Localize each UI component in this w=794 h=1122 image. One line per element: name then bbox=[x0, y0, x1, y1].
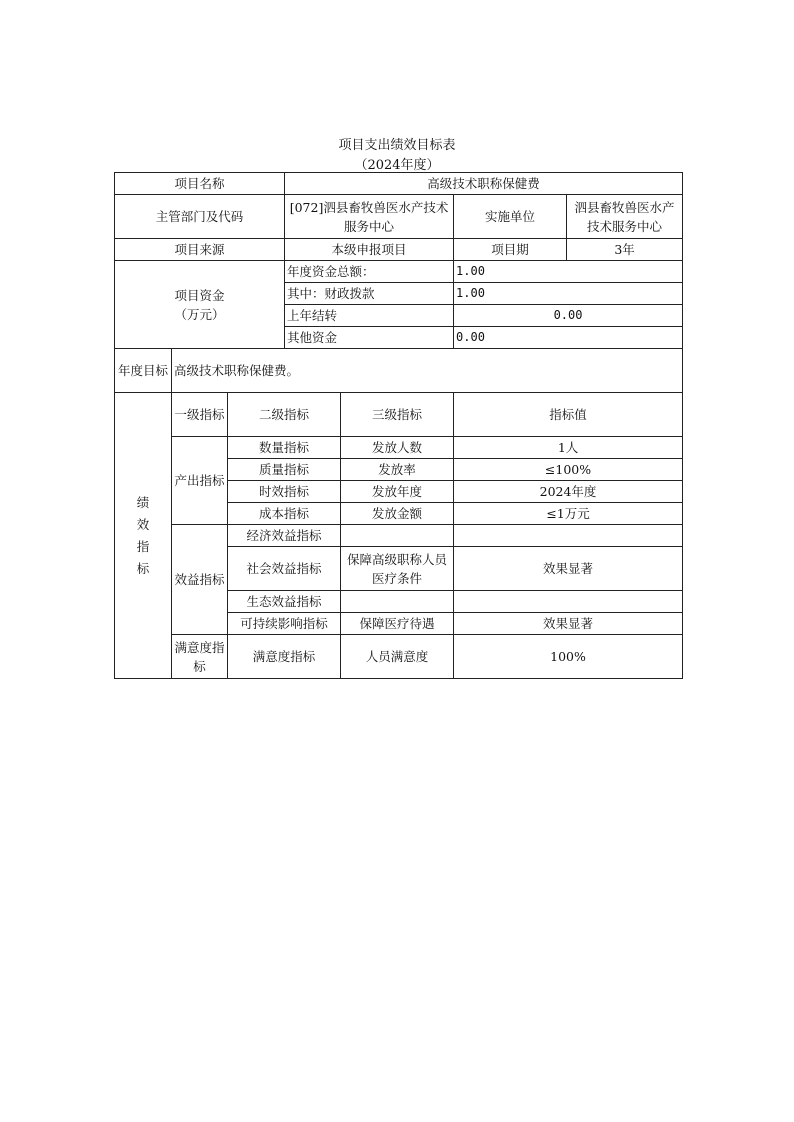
project-name-value: 高级技术职称保健费 bbox=[285, 173, 683, 195]
annual-goal-text: 高级技术职称保健费。 bbox=[172, 349, 683, 393]
indicator-value bbox=[454, 525, 683, 547]
indicator-level2: 满意度指标 bbox=[228, 635, 341, 679]
indicator-level2: 成本指标 bbox=[228, 503, 341, 525]
fund-fiscal-label: 其中：财政拨款 bbox=[285, 283, 454, 305]
indicator-level3 bbox=[341, 525, 454, 547]
indicator-level3: 发放年度 bbox=[341, 481, 454, 503]
indicators-label-char: 绩 bbox=[136, 494, 150, 510]
satisfaction-indicator-label: 满意度指标 bbox=[172, 635, 228, 679]
department-value: [072]泗县畜牧兽医水产技术服务中心 bbox=[285, 195, 454, 239]
indicator-row bbox=[115, 635, 683, 679]
project-source-label: 项目来源 bbox=[115, 239, 285, 261]
indicator-header-row bbox=[115, 393, 683, 437]
output-indicator-label: 产出指标 bbox=[172, 437, 228, 525]
funds-label bbox=[115, 261, 285, 349]
project-period-label: 项目期 bbox=[454, 239, 567, 261]
indicator-value bbox=[454, 591, 683, 613]
benefit-indicator-label: 效益指标 bbox=[172, 525, 228, 635]
indicator-level3: 人员满意度 bbox=[341, 635, 454, 679]
header-level2: 二级指标 bbox=[228, 393, 341, 437]
project-period-value: 3年 bbox=[567, 239, 683, 261]
indicator-value: ≤1万元 bbox=[454, 503, 683, 525]
department-row bbox=[115, 195, 683, 239]
header-level1: 一级指标 bbox=[172, 393, 228, 437]
project-source-value: 本级申报项目 bbox=[285, 239, 454, 261]
indicator-level2: 可持续影响指标 bbox=[228, 613, 341, 635]
fund-fiscal-value: 1.00 bbox=[454, 283, 683, 305]
indicator-level3: 发放人数 bbox=[341, 437, 454, 459]
indicator-value: ≤100% bbox=[454, 459, 683, 481]
indicator-level3: 保障高级职称人员医疗条件 bbox=[341, 547, 454, 591]
indicators-label-char: 效 bbox=[136, 516, 150, 532]
indicator-level3 bbox=[341, 591, 454, 613]
project-name-row bbox=[115, 173, 683, 195]
department-label: 主管部门及代码 bbox=[115, 195, 285, 239]
document-title: 项目支出绩效目标表 bbox=[338, 138, 456, 153]
fund-other-label: 其他资金 bbox=[285, 327, 454, 349]
source-row bbox=[115, 239, 683, 261]
fund-other-value: 0.00 bbox=[454, 327, 683, 349]
indicator-level2: 生态效益指标 bbox=[228, 591, 341, 613]
indicator-level3: 发放率 bbox=[341, 459, 454, 481]
indicator-level3: 发放金额 bbox=[341, 503, 454, 525]
indicator-level2: 时效指标 bbox=[228, 481, 341, 503]
performance-target-table bbox=[114, 172, 683, 679]
header-level3: 三级指标 bbox=[341, 393, 454, 437]
indicator-row bbox=[115, 525, 683, 547]
fund-carryover-label: 上年结转 bbox=[285, 305, 454, 327]
implementing-unit-value: 泗县畜牧兽医水产技术服务中心 bbox=[567, 195, 683, 239]
indicators-section-label bbox=[115, 393, 172, 679]
funds-row bbox=[115, 261, 683, 283]
indicator-level3: 保障医疗待遇 bbox=[341, 613, 454, 635]
indicator-value: 效果显著 bbox=[454, 547, 683, 591]
fund-carryover-value: 0.00 bbox=[454, 305, 683, 327]
funds-label-line2: （万元） bbox=[174, 306, 225, 322]
indicator-value: 效果显著 bbox=[454, 613, 683, 635]
indicator-level2: 质量指标 bbox=[228, 459, 341, 481]
indicators-label-char: 标 bbox=[136, 560, 150, 576]
fund-total-label: 年度资金总额： bbox=[285, 261, 454, 283]
annual-goal-row bbox=[115, 349, 683, 393]
indicator-value: 100% bbox=[454, 635, 683, 679]
project-name-label: 项目名称 bbox=[115, 173, 285, 195]
indicator-row bbox=[115, 437, 683, 459]
header-value: 指标值 bbox=[454, 393, 683, 437]
indicators-label-char: 指 bbox=[136, 538, 150, 554]
indicator-level2: 数量指标 bbox=[228, 437, 341, 459]
indicator-value: 1人 bbox=[454, 437, 683, 459]
indicator-level2: 经济效益指标 bbox=[228, 525, 341, 547]
fund-total-value: 1.00 bbox=[454, 261, 683, 283]
implementing-unit-label: 实施单位 bbox=[454, 195, 567, 239]
funds-label-line1: 项目资金 bbox=[174, 287, 225, 303]
indicator-value: 2024年度 bbox=[454, 481, 683, 503]
annual-goal-label: 年度目标 bbox=[115, 349, 172, 393]
document-year: （2024年度） bbox=[354, 158, 440, 173]
indicator-level2: 社会效益指标 bbox=[228, 547, 341, 591]
